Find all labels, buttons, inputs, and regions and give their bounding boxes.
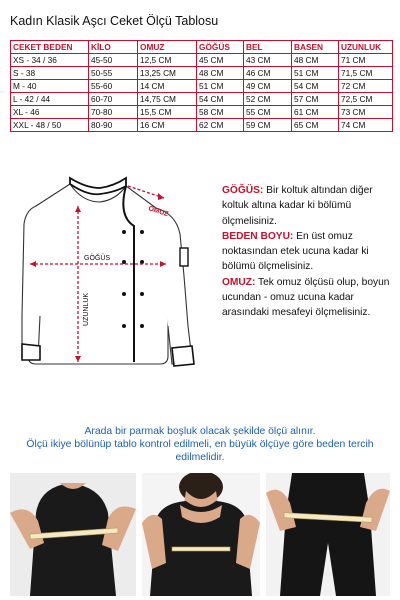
table-cell: XXL - 48 / 50 (11, 119, 89, 132)
table-cell: 71,5 CM (339, 67, 393, 80)
table-cell: 51 CM (197, 80, 244, 93)
table-cell: 61 CM (292, 106, 339, 119)
table-cell: 70-80 (89, 106, 138, 119)
header-gogus: GÖĞÜS (197, 41, 244, 54)
table-cell: XS - 34 / 36 (11, 54, 89, 67)
table-cell: 15,5 CM (138, 106, 197, 119)
header-ceket-beden: CEKET BEDEN (11, 41, 89, 54)
sleeve-pocket (180, 248, 188, 266)
gogus-label: GÖĞÜS (84, 255, 111, 262)
table-cell: 52 CM (244, 93, 292, 106)
table-row (11, 93, 393, 106)
uzunluk-label: UZUNLUK (83, 292, 90, 326)
table-cell: 57 CM (292, 93, 339, 106)
table-cell: 58 CM (197, 106, 244, 119)
size-chart-table (10, 40, 393, 132)
table-cell: 16 CM (138, 119, 197, 132)
header-omuz: OMUZ (138, 41, 197, 54)
table-cell: 48 CM (292, 54, 339, 67)
table-cell: 80-90 (89, 119, 138, 132)
desc-term: OMUZ: (222, 276, 256, 288)
table-cell: 48 CM (197, 67, 244, 80)
table-cell: 49 CM (244, 80, 292, 93)
table-cell: M - 40 (11, 80, 89, 93)
header-uzunluk: UZUNLUK (339, 41, 393, 54)
table-cell: 12,5 CM (138, 54, 197, 67)
table-cell: 45-50 (89, 54, 138, 67)
desc-beden-boyu (222, 229, 398, 275)
photo-chest-measure (10, 473, 136, 596)
table-cell: 59 CM (244, 119, 292, 132)
table-cell: 45 CM (197, 54, 244, 67)
table-cell: 54 CM (197, 93, 244, 106)
omuz-label: OMUZ (147, 205, 170, 219)
table-header-row (11, 41, 393, 54)
desc-term: GÖĞÜS: (222, 185, 264, 196)
table-cell: 13,25 CM (138, 67, 197, 80)
desc-omuz (222, 275, 398, 321)
table-row (11, 119, 393, 132)
desc-text: Bir koltuk altından diğer koltuk altına kadar ki bölümü ölçmelisiniz. (222, 185, 373, 227)
table-cell: 55 CM (244, 106, 292, 119)
note-line-2: Ölçü ikiye bölünüp tablo kontrol edilmeli, en büyük ölçüye göre beden tercih edilmelidir. (26, 438, 374, 463)
table-row (11, 80, 393, 93)
table-cell: 55-60 (89, 80, 138, 93)
note-line-1: Arada bir parmak boşluk olacak şekilde ölçü alınır. (84, 426, 316, 437)
photo-hip-measure (266, 473, 390, 596)
table-row (11, 106, 393, 119)
header-bel: BEL (244, 41, 292, 54)
table-row (11, 54, 393, 67)
table-cell: 62 CM (197, 119, 244, 132)
table-cell: S - 38 (11, 67, 89, 80)
table-cell: 50-55 (89, 67, 138, 80)
desc-term: BEDEN BOYU: (222, 230, 294, 242)
header-kilo: KİLO (89, 41, 138, 54)
table-cell: 74 CM (339, 119, 393, 132)
table-cell: 72 CM (339, 80, 393, 93)
header-basen: BASEN (292, 41, 339, 54)
photo-shoulder-measure (142, 473, 260, 596)
table-cell: 43 CM (244, 54, 292, 67)
table-cell: 73 CM (339, 106, 393, 119)
table-cell: 54 CM (292, 80, 339, 93)
table-cell: 65 CM (292, 119, 339, 132)
table-cell: 72,5 CM (339, 93, 393, 106)
table-cell: 14 CM (138, 80, 197, 93)
table-row (11, 67, 393, 80)
measurement-note (6, 426, 394, 464)
measurement-descriptions (222, 183, 398, 321)
table-cell: 51 CM (292, 67, 339, 80)
page-title: Kadın Klasik Aşcı Ceket Ölçü Tablosu (10, 14, 219, 28)
desc-gogus (222, 183, 398, 229)
jacket-illustration (8, 176, 204, 376)
table-cell: 71 CM (339, 54, 393, 67)
desc-text: Tek omuz ölçüsü olup, boyun ucundan - omuz ucuna kadar arasındaki mesafeyi ölçmelisiniz. (222, 276, 390, 319)
table-cell: XL - 46 (11, 106, 89, 119)
desc-text: En üst omuz noktasından etek ucuna kadar ki bölümü ölçmelisiniz. (222, 230, 369, 273)
table-cell: 60-70 (89, 93, 138, 106)
chef-jacket-diagram (8, 176, 204, 376)
table-cell: 14,75 CM (138, 93, 197, 106)
table-cell: L - 42 / 44 (11, 93, 89, 106)
table-cell: 46 CM (244, 67, 292, 80)
